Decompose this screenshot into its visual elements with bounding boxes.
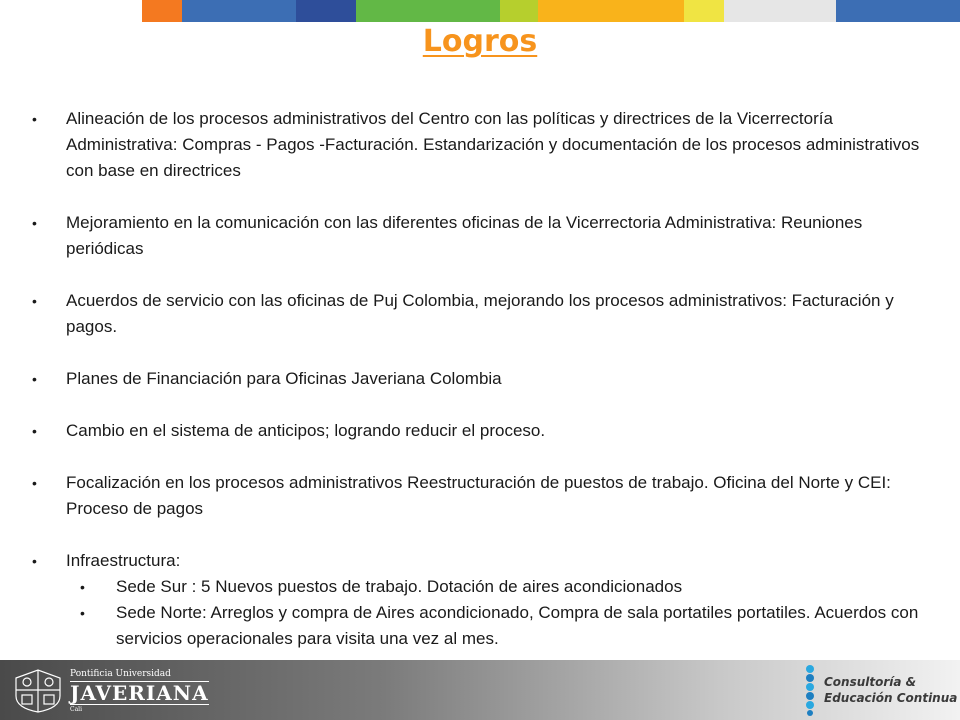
color-segment	[724, 0, 836, 22]
sub-list-item	[30, 574, 942, 600]
sub-bullet-text: Sede Sur : 5 Nuevos puestos de trabajo. Dotación de aires acondicionados	[116, 577, 683, 596]
bullet-icon: •	[32, 371, 37, 387]
list-item	[30, 548, 942, 574]
list-item	[30, 288, 942, 340]
university-crest-icon	[12, 668, 64, 714]
bullet-text: Focalización en los procesos administrativos Reestructuración de puestos de trabajo. Oficina del Norte y CEI: Proceso de pagos	[66, 473, 891, 518]
bullet-icon: •	[80, 605, 85, 621]
bullet-icon: •	[32, 111, 37, 127]
header-color-bar	[0, 0, 960, 22]
bullet-icon: •	[32, 423, 37, 439]
sub-bullet-text: Sede Norte: Arreglos y compra de Aires acondicionado, Compra de sala portatiles portatiles. Acuerdos con servicios operacionales para visita una vez al mes.	[116, 603, 919, 648]
list-item	[30, 106, 942, 184]
sub-list-item	[30, 600, 942, 652]
footer-bar	[0, 660, 960, 720]
university-line1: Pontificia Universidad	[70, 668, 171, 679]
bullet-text: Alineación de los procesos administrativos del Centro con las políticas y directrices de la Vicerrectoría Administrativa: Compras - Pagos -Facturación. Estandarización y documentación de los procesos administrativos con base en directrices	[66, 109, 920, 180]
brand-line1: Consultoría &	[824, 675, 917, 689]
bullet-icon: •	[32, 215, 37, 231]
list-item	[30, 210, 942, 262]
list-item	[30, 418, 942, 444]
university-line3: Cali	[70, 705, 83, 713]
bullet-text: Cambio en el sistema de anticipos; logrando reducir el proceso.	[66, 421, 546, 440]
color-segment	[356, 0, 500, 22]
color-segment	[296, 0, 356, 22]
color-segment	[836, 0, 960, 22]
color-segment	[182, 0, 296, 22]
list-item	[30, 470, 942, 522]
bullet-icon: •	[80, 579, 85, 595]
bullet-text: Infraestructura:	[66, 551, 181, 570]
bullet-icon: •	[32, 293, 37, 309]
color-segment	[0, 0, 142, 22]
bullet-icon: •	[32, 553, 37, 569]
university-logo	[12, 668, 209, 714]
brand-line2: Educación Continua	[824, 691, 958, 705]
color-segment	[500, 0, 538, 22]
brand-dots-icon	[800, 664, 820, 716]
consultoria-logo	[800, 664, 957, 716]
color-segment	[538, 0, 684, 22]
bullet-icon: •	[32, 475, 37, 491]
bullet-text: Mejoramiento en la comunicación con las diferentes oficinas de la Vicerrectoria Administrativa: Reuniones periódicas	[66, 213, 863, 258]
university-line2: JAVERIANA	[70, 680, 209, 705]
bullet-list	[30, 106, 942, 652]
list-item	[30, 366, 942, 392]
bullet-text: Acuerdos de servicio con las oficinas de Puj Colombia, mejorando los procesos administrativos: Facturación y pagos.	[66, 291, 894, 336]
color-segment	[684, 0, 724, 22]
university-name	[70, 670, 209, 713]
slide-title: Logros	[422, 24, 538, 59]
bullet-text: Planes de Financiación para Oficinas Javeriana Colombia	[66, 369, 502, 388]
color-segment	[142, 0, 182, 22]
brand-name	[824, 674, 957, 706]
